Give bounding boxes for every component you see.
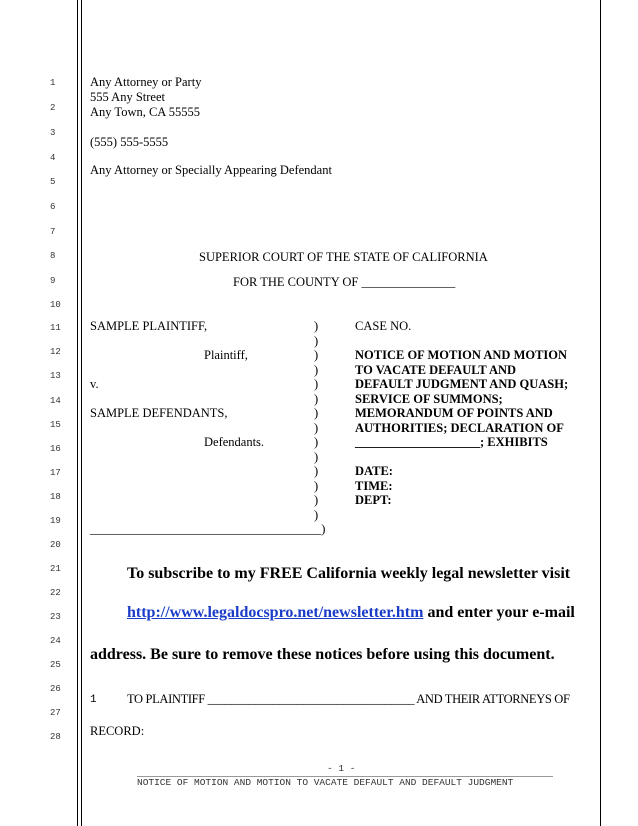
line-number: 11: [50, 323, 61, 333]
line-number: 10: [50, 300, 61, 310]
line-number: 27: [50, 708, 61, 718]
body-line-1: TO PLAINTIFF ___________________________________ AND THEIR ATTORNEYS OF: [127, 692, 570, 706]
plaintiff-name: SAMPLE PLAINTIFF,: [90, 319, 208, 333]
court-name: SUPERIOR COURT OF THE STATE OF CALIFORNIA: [199, 250, 488, 264]
line-number: 28: [50, 732, 61, 742]
caption-paren: ): [314, 464, 319, 478]
versus: v.: [90, 377, 99, 391]
line-number: 7: [50, 227, 56, 237]
notice-line-3: address. Be sure to remove these notices before using this document.: [90, 646, 555, 663]
document-title-line: AUTHORITIES; DECLARATION OF: [355, 421, 564, 435]
attorney-city: Any Town, CA 55555: [90, 105, 201, 119]
notice-line-2: [127, 604, 575, 622]
document-title-line: SERVICE OF SUMMONS;: [355, 392, 503, 406]
caption-paren: ): [314, 319, 319, 333]
line-number: 22: [50, 588, 61, 598]
hearing-dept-label: DEPT:: [355, 493, 392, 507]
attorney-phone: (555) 555-5555: [90, 135, 169, 149]
caption-paren: ): [314, 377, 319, 391]
line-number: 9: [50, 276, 56, 286]
document-title-line: NOTICE OF MOTION AND MOTION: [355, 348, 568, 362]
hearing-date-label: DATE:: [355, 464, 393, 478]
line-number: 12: [50, 347, 61, 357]
document-title-line: DEFAULT JUDGMENT AND QUASH;: [355, 377, 569, 391]
attorney-street: 555 Any Street: [90, 90, 165, 104]
line-number: 23: [50, 612, 61, 622]
line-number: 5: [50, 177, 56, 187]
line-number: 15: [50, 420, 61, 430]
document-title-line: ____________________; EXHIBITS: [355, 435, 548, 449]
line-number: 17: [50, 468, 61, 478]
line-number: 13: [50, 371, 61, 381]
line-numbers: [0, 0, 70, 826]
page-number: - 1 -: [327, 763, 356, 774]
caption-paren: ): [314, 348, 319, 362]
defendants-name: SAMPLE DEFENDANTS,: [90, 406, 228, 420]
caption-paren: ): [314, 479, 319, 493]
line-number: 24: [50, 636, 61, 646]
caption-paren: ): [314, 493, 319, 507]
line-number: 14: [50, 396, 61, 406]
attorney-name: Any Attorney or Party: [90, 75, 202, 89]
line-number: 19: [50, 516, 61, 526]
body-paragraph-number: 1: [90, 694, 97, 706]
case-number-label: CASE NO.: [355, 319, 412, 333]
newsletter-link[interactable]: http://www.legaldocspro.net/newsletter.htm: [127, 604, 424, 621]
document-title-line: TO VACATE DEFAULT AND: [355, 363, 517, 377]
caption-paren: ): [314, 334, 319, 348]
caption-bottom-line: _____________________________________): [90, 522, 326, 536]
body-line-2: RECORD:: [90, 724, 145, 738]
caption-paren: ): [314, 392, 319, 406]
court-county: FOR THE COUNTY OF _______________: [233, 275, 456, 289]
caption-paren: ): [314, 435, 319, 449]
line-number: 8: [50, 251, 56, 261]
footer-title: NOTICE OF MOTION AND MOTION TO VACATE DEFAULT AND DEFAULT JUDGMENT: [137, 777, 514, 788]
caption-paren: ): [314, 406, 319, 420]
line-number: 3: [50, 128, 56, 138]
caption-paren: ): [314, 363, 319, 377]
plaintiff-role: Plaintiff,: [204, 348, 248, 362]
line-number: 18: [50, 492, 61, 502]
caption-paren: ): [314, 450, 319, 464]
line-number: 20: [50, 540, 61, 550]
line-number: 21: [50, 564, 61, 574]
line-number: 1: [50, 78, 56, 88]
right-margin-rule: [600, 0, 601, 826]
line-number: 6: [50, 202, 56, 212]
line-number: 16: [50, 444, 61, 454]
left-margin-rule-outer: [77, 0, 78, 826]
notice-line-2-rest: and enter your e-mail: [423, 604, 575, 621]
hearing-time-label: TIME:: [355, 479, 393, 493]
line-number: 26: [50, 684, 61, 694]
line-number: 4: [50, 153, 56, 163]
attorney-role: Any Attorney or Specially Appearing Defendant: [90, 163, 332, 177]
line-number: 2: [50, 103, 56, 113]
line-number: 25: [50, 660, 61, 670]
document-title-line: MEMORANDUM OF POINTS AND: [355, 406, 553, 420]
defendants-role: Defendants.: [204, 435, 265, 449]
left-margin-rule-inner: [81, 0, 82, 826]
notice-line-1: To subscribe to my FREE California weekly legal newsletter visit: [127, 565, 571, 582]
caption-paren: ): [314, 508, 319, 522]
caption-paren: ): [314, 421, 319, 435]
